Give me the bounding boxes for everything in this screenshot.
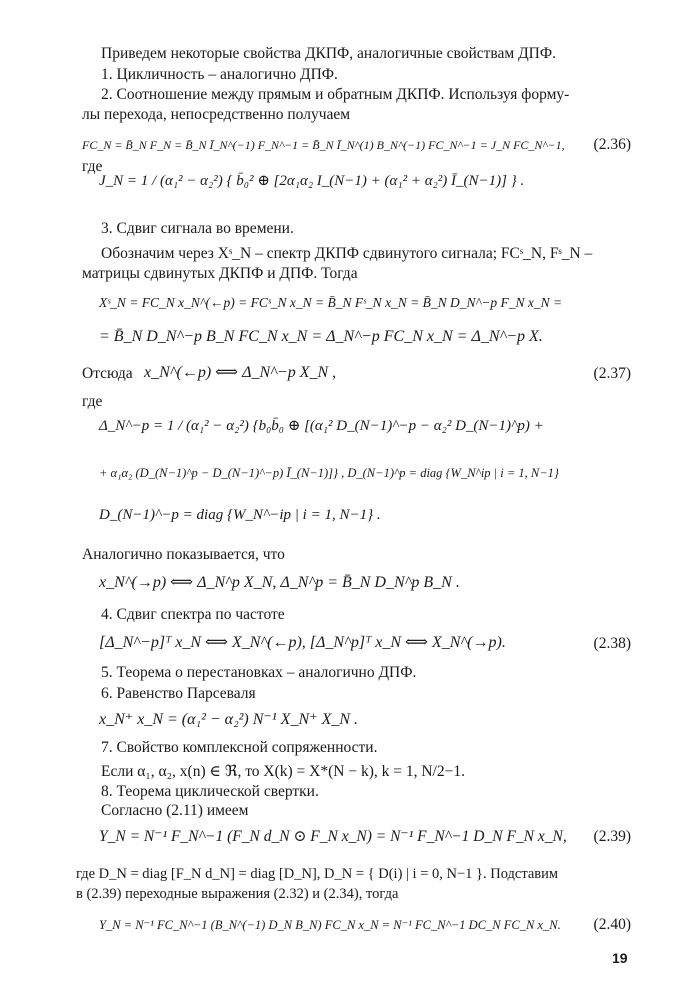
text-line: 5. Теорема о перестановках – аналогично ДПФ.: [101, 664, 417, 681]
equation-shift-plus: x_N^(→p) ⟺ Δ_N^p X_N, Δ_N^p = B̄_N D_N^p B_N .: [99, 574, 460, 591]
equation-2-40: Y_N = N⁻¹ FC_N^−1 (B_N^(−1) D_N B_N) FC_N x_N = N⁻¹ FC_N^−1 DC_N FC_N x_N.: [99, 918, 561, 932]
equation-number: (2.36): [593, 136, 631, 153]
equation-2-37: x_N^(←p) ⟺ Δ_N^−p X_N ,: [144, 364, 337, 381]
equation-jn: J_N = 1 / (α₁² − α₂²) { b̄₀² ⊕ [2α₁α₂ I_(N−1) + (α₁² + α₂²) Ī_(N−1)] } .: [99, 173, 525, 189]
text-line: Обозначим через Xˢ_N – спектр ДКПФ сдвинутого сигнала; FCˢ_N, Fˢ_N –: [101, 245, 593, 262]
equation-shift-2: = B̄_N D_N^−p B_N FC_N x_N = Δ_N^−p FC_N x_N = Δ_N^−p X.: [99, 328, 543, 345]
text-line: где: [82, 158, 103, 175]
equation-delta-2: + α₁α₂ (D_(N−1)^p − D_(N−1)^−p) Ī_(N−1)]} , D_(N−1)^p = diag {W_N^ip | i = 1, N−1}: [99, 466, 559, 480]
page-number: 19: [612, 950, 628, 966]
text-line: 8. Теорема циклической свертки.: [101, 783, 319, 800]
text-line: где D_N = diag [F_N d_N] = diag [D_N], D_N = { D(i) | i = 0, N−1 }. Подставим: [76, 866, 559, 882]
equation-number: (2.37): [593, 365, 631, 382]
equation-number: (2.39): [593, 828, 631, 845]
equation-delta-3: D_(N−1)^−p = diag {W_N^−ip | i = 1, N−1} .: [99, 507, 381, 523]
text-line: Приведем некоторые свойства ДКПФ, аналогичные свойствам ДПФ.: [101, 45, 556, 62]
equation-2-36: FC_N = B̄_N F_N = B̄_N Ī_N^(−1) F_N^−1 = B̄_N Ī_N^(1) B_N^(−1) FC_N^−1 = J_N FC_N^−1,: [82, 138, 565, 152]
equation-number: (2.40): [593, 916, 631, 933]
text-line: лы перехода, непосредственно получаем: [82, 106, 351, 123]
text-line: Отсюда: [82, 365, 133, 382]
text-line: где: [82, 393, 103, 410]
equation-shift-1: Xˢ_N = FC_N x_N^(←p) = FCˢ_N x_N = B̄_N Fˢ_N x_N = B̄_N D_N^−p F_N x_N =: [99, 295, 563, 310]
equation-parseval: x_N⁺ x_N = (α₁² − α₂²) N⁻¹ X_N⁺ X_N .: [99, 711, 359, 728]
text-line: Согласно (2.11) имеем: [101, 802, 249, 819]
text-line: 3. Сдвиг сигнала во времени.: [101, 220, 294, 237]
text-line: Если α₁, α₂, x(n) ∈ ℜ, то X(k) = X*(N − k), k = 1, N/2−1.: [101, 763, 465, 780]
text-line: 2. Соотношение между прямым и обратным ДКПФ. Используя форму-: [101, 86, 570, 103]
text-line: 4. Сдвиг спектра по частоте: [101, 606, 285, 623]
text-line: в (2.39) переходные выражения (2.32) и (2.34), тогда: [76, 886, 399, 902]
equation-2-39: Y_N = N⁻¹ F_N^−1 (F_N d_N ⊙ F_N x_N) = N⁻¹ F_N^−1 D_N F_N x_N,: [99, 828, 567, 845]
text-line: 7. Свойство комплексной сопряженности.: [101, 739, 378, 756]
text-line: 1. Цикличность – аналогично ДПФ.: [101, 66, 338, 83]
equation-delta-1: Δ_N^−p = 1 / (α₁² − α₂²) {b₀b̄₀ ⊕ [(α₁² D_(N−1)^−p − α₂² D_(N−1)^p) +: [99, 418, 544, 434]
equation-2-38: [Δ_N^−p]ᵀ x_N ⟺ X_N^(←p), [Δ_N^p]ᵀ x_N ⟺ X_N^(→p).: [99, 634, 506, 651]
text-line: Аналогично показывается, что: [82, 546, 285, 563]
equation-number: (2.38): [593, 635, 631, 652]
text-line: матрицы сдвинутых ДКПФ и ДПФ. Тогда: [82, 265, 358, 282]
text-line: 6. Равенство Парсеваля: [101, 685, 256, 702]
